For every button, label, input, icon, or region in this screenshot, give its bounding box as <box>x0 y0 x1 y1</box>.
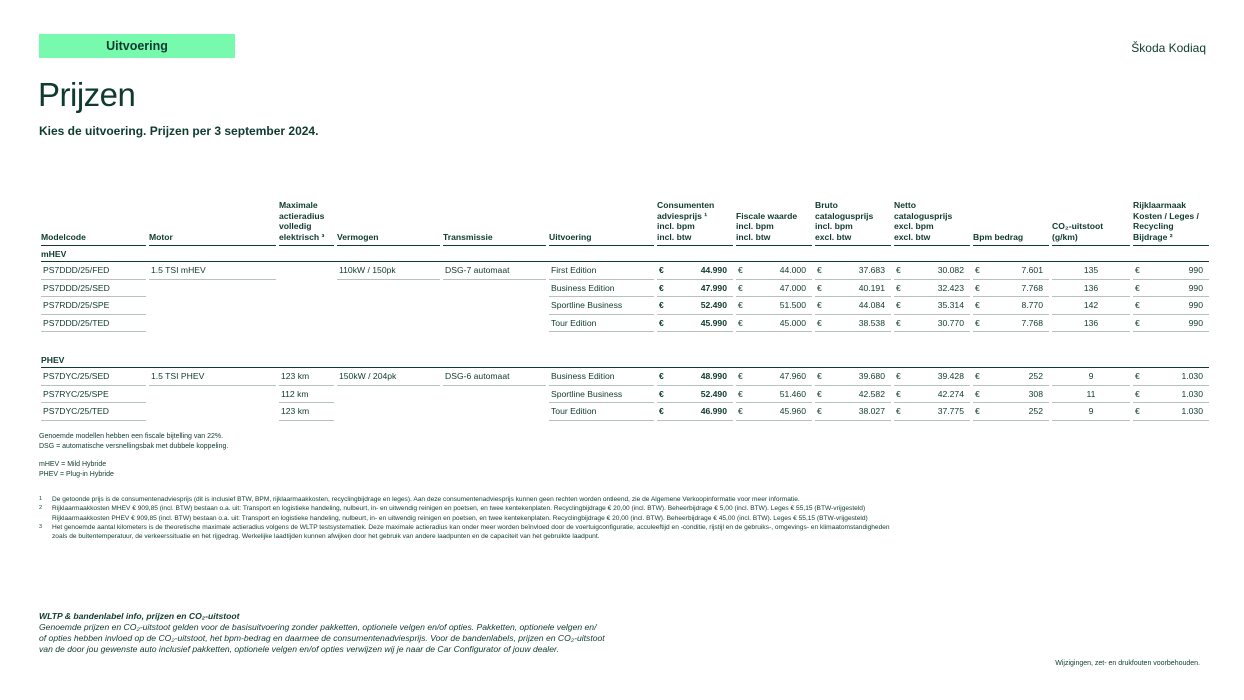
cell-range <box>279 262 334 280</box>
cell-transmission: DSG-6 automaat <box>443 368 546 386</box>
spacer-cell <box>41 332 1209 352</box>
cell-transmission <box>443 403 546 421</box>
cell-model: PS7DDD/25/TED <box>41 315 146 333</box>
cell-fiscal-value: € 51.460 <box>736 386 812 404</box>
cell-co2: 11 <box>1052 386 1130 404</box>
table-row <box>41 262 1209 280</box>
cell-fiscal-value: € 45.960 <box>736 403 812 421</box>
cell-transmission: DSG-7 automaat <box>443 262 546 280</box>
cell-power <box>337 297 440 315</box>
col-header-transmission: Transmissie <box>443 200 546 246</box>
cell-motor <box>149 386 276 404</box>
cell-net-price: € 30.082 <box>894 262 970 280</box>
cell-model: PS7DDD/25/FED <box>41 262 146 280</box>
cell-bpm: € 8.770 <box>973 297 1049 315</box>
cell-fees: € 1.030 <box>1133 403 1209 421</box>
col-header-motor: Motor <box>149 200 276 246</box>
cell-bpm: € 7.768 <box>973 280 1049 298</box>
cell-transmission <box>443 315 546 333</box>
cell-range: 112 km <box>279 386 334 404</box>
col-header-power: Vermogen <box>337 200 440 246</box>
cell-transmission <box>443 297 546 315</box>
note-line: mHEV = Mild Hybride <box>39 461 107 468</box>
footnote: zoals de buitentemperatuur, de verkeerssituatie en het rijgedrag. Werkelijke laadtijden kunnen afwijken door het gebruik van andere laadpunten en de capaciteit van het gebruikte laadpunt. <box>52 533 600 541</box>
cell-gross-price: € 38.027 <box>815 403 891 421</box>
cell-consumer-price: € 46.990 <box>657 403 733 421</box>
cell-net-price: € 39.428 <box>894 368 970 386</box>
cell-net-price: € 35.314 <box>894 297 970 315</box>
col-header-gross-price: Bruto catalogusprijs incl. bpm excl. btw <box>815 200 891 246</box>
cell-model: PS7RDD/25/SPE <box>41 297 146 315</box>
cell-net-price: € 30.770 <box>894 315 970 333</box>
cell-edition: First Edition <box>549 262 654 280</box>
note-line: PHEV = Plug-in Hybride <box>39 470 114 478</box>
cell-power <box>337 315 440 333</box>
cell-gross-price: € 44.084 <box>815 297 891 315</box>
col-header-co2: CO₂-uitstoot (g/km) <box>1052 200 1130 246</box>
col-header-fiscal-value: Fiscale waarde incl. bpm incl. btw <box>736 200 812 246</box>
page-subtitle: Kies de uitvoering. Prijzen per 3 september 2024. <box>39 124 319 138</box>
cell-fiscal-value: € 47.000 <box>736 280 812 298</box>
cell-range: 123 km <box>279 403 334 421</box>
cell-fiscal-value: € 47.960 <box>736 368 812 386</box>
cell-motor <box>149 297 276 315</box>
cell-gross-price: € 37.683 <box>815 262 891 280</box>
group-label: PHEV <box>41 352 1209 368</box>
cell-consumer-price: € 52.490 <box>657 297 733 315</box>
wltp-line: of opties hebben invloed op de CO₂-uitstoot, het bpm-bedrag en daarmee de consumentenadviesprijs. Voor de bandenlabels, prijzen en CO₂-uitstoot <box>39 633 605 643</box>
cell-fiscal-value: € 44.000 <box>736 262 812 280</box>
cell-gross-price: € 42.582 <box>815 386 891 404</box>
cell-range <box>279 280 334 298</box>
cell-model: PS7RYC/25/SPE <box>41 386 146 404</box>
cell-range <box>279 297 334 315</box>
cell-motor <box>149 403 276 421</box>
table-row <box>41 315 1209 333</box>
notes-block-2 <box>39 460 114 479</box>
cell-power <box>337 403 440 421</box>
cell-edition: Tour Edition <box>549 403 654 421</box>
section-tag: Uitvoering <box>39 34 235 58</box>
cell-fees: € 990 <box>1133 280 1209 298</box>
cell-power <box>337 280 440 298</box>
cell-consumer-price: € 48.990 <box>657 368 733 386</box>
col-header-net-price: Netto catalogusprijs excl. bpm excl. btw <box>894 200 970 246</box>
cell-edition: Sportline Business <box>549 297 654 315</box>
footnote: 1 De getoonde prijs is de consumentenadviesprijs (dit is inclusief BTW, BPM, rijklaarmaakkosten, recyclingbijdrage en leges). Aan deze consumentenadviesprijs kunnen geen rechten worden ontleend, zie de Algemene Verkoopinformatie voor meer informatie. <box>39 496 800 503</box>
cell-bpm: € 7.601 <box>973 262 1049 280</box>
disclaimer-footer: Wijzigingen, zet- en drukfouten voorbehouden. <box>1055 660 1200 667</box>
table-row <box>41 403 1209 421</box>
table-row <box>41 297 1209 315</box>
group-row <box>41 246 1209 262</box>
cell-gross-price: € 39.680 <box>815 368 891 386</box>
cell-range: 123 km <box>279 368 334 386</box>
cell-co2: 9 <box>1052 403 1130 421</box>
wltp-line: Genoemde prijzen en CO₂-uitstoot gelden voor de basisuitvoering zonder pakketten, optionele velgen en/of opties. Pakketten, optionele velgen en/ <box>39 622 597 632</box>
cell-bpm: € 308 <box>973 386 1049 404</box>
col-header-bpm: Bpm bedrag <box>973 200 1049 246</box>
cell-bpm: € 252 <box>973 403 1049 421</box>
cell-fees: € 990 <box>1133 297 1209 315</box>
cell-consumer-price: € 44.990 <box>657 262 733 280</box>
col-header-range: Maximale actieradius volledig elektrisch ³ <box>279 200 334 246</box>
cell-fiscal-value: € 45.000 <box>736 315 812 333</box>
cell-edition: Tour Edition <box>549 315 654 333</box>
price-table <box>38 200 1212 421</box>
cell-edition: Sportline Business <box>549 386 654 404</box>
group-label: mHEV <box>41 246 1209 262</box>
cell-range <box>279 315 334 333</box>
group-spacer <box>41 332 1209 352</box>
table-row <box>41 368 1209 386</box>
cell-consumer-price: € 47.990 <box>657 280 733 298</box>
cell-fees: € 1.030 <box>1133 368 1209 386</box>
brand-label: Škoda Kodiaq <box>1131 41 1206 55</box>
cell-co2: 9 <box>1052 368 1130 386</box>
cell-motor <box>149 315 276 333</box>
cell-net-price: € 42.274 <box>894 386 970 404</box>
cell-motor: 1.5 TSI mHEV <box>149 262 276 280</box>
cell-edition: Business Edition <box>549 368 654 386</box>
note-line: DSG = automatische versnellingsbak met dubbele koppeling. <box>39 442 229 450</box>
cell-transmission <box>443 280 546 298</box>
price-table-body <box>41 246 1209 421</box>
footnote: 3 Het genoemde aantal kilometers is de theoretische maximale actieradius volgens de WLTP testsystematiek. Deze maximale actieradius kan onder meer worden beïnvloed door de voertuigconfiguratie, acculeeftijd en -conditie, rijstijl en de gebruiks-, omgevings- en klimaatomstandigheden <box>39 523 890 531</box>
cell-net-price: € 37.775 <box>894 403 970 421</box>
footnotes <box>39 495 890 541</box>
wltp-line: van de door jou gewenste auto inclusief pakketten, optionele velgen en/of opties verwijzen wij je naar de Car Configurator of jouw dealer. <box>39 644 559 654</box>
cell-fees: € 990 <box>1133 315 1209 333</box>
footnote: Rijklaarmaakkosten PHEV € 909,85 (incl. BTW) bestaan o.a. uit: Transport en logistieke handeling, nulbeurt, in- en uitwendig reinigen en poetsen, en twee kentekenplaten. Recyclingbijdrage € 20,00 (incl. BTW). Beheerbijdrage € 45,00 (incl. BTW). Leges € 55,15 (BTW-vrijgesteld) <box>52 514 868 522</box>
col-header-consumer-price: Consumenten adviesprijs ¹ incl. bpm incl. btw <box>657 200 733 246</box>
cell-power: 150kW / 204pk <box>337 368 440 386</box>
wltp-heading: WLTP & bandenlabel info, prijzen en CO₂-uitstoot <box>39 611 240 621</box>
cell-consumer-price: € 52.490 <box>657 386 733 404</box>
cell-motor: 1.5 TSI PHEV <box>149 368 276 386</box>
col-header-edition: Uitvoering <box>549 200 654 246</box>
group-row <box>41 352 1209 368</box>
col-header-fees: Rijklaarmaak Kosten / Leges / Recycling Bijdrage ² <box>1133 200 1209 246</box>
note-line: Genoemde modellen hebben een fiscale bijtelling van 22%. <box>39 433 224 440</box>
page-title: Prijzen <box>38 76 136 113</box>
cell-fees: € 990 <box>1133 262 1209 280</box>
cell-co2: 135 <box>1052 262 1130 280</box>
cell-fiscal-value: € 51.500 <box>736 297 812 315</box>
table-header-row <box>41 200 1209 246</box>
cell-fees: € 1.030 <box>1133 386 1209 404</box>
cell-motor <box>149 280 276 298</box>
table-row <box>41 280 1209 298</box>
cell-model: PS7DYC/25/TED <box>41 403 146 421</box>
cell-co2: 136 <box>1052 280 1130 298</box>
cell-model: PS7DYC/25/SED <box>41 368 146 386</box>
wltp-info <box>39 611 605 655</box>
cell-power: 110kW / 150pk <box>337 262 440 280</box>
cell-gross-price: € 40.191 <box>815 280 891 298</box>
col-header-model: Modelcode <box>41 200 146 246</box>
cell-transmission <box>443 386 546 404</box>
cell-bpm: € 252 <box>973 368 1049 386</box>
table-row <box>41 386 1209 404</box>
cell-power <box>337 386 440 404</box>
notes-block-1 <box>39 432 228 451</box>
cell-model: PS7DDD/25/SED <box>41 280 146 298</box>
cell-co2: 136 <box>1052 315 1130 333</box>
cell-consumer-price: € 45.990 <box>657 315 733 333</box>
cell-bpm: € 7.768 <box>973 315 1049 333</box>
cell-net-price: € 32.423 <box>894 280 970 298</box>
cell-co2: 142 <box>1052 297 1130 315</box>
cell-gross-price: € 38.538 <box>815 315 891 333</box>
footnote: 2 Rijklaarmaakkosten MHEV € 909,85 (incl. BTW) bestaan o.a. uit: Transport en logistieke handeling, nulbeurt, in- en uitwendig reinigen en poetsen, en twee kentekenplaten. Recyclingbijdrage € 20,00 (incl. BTW). Beheerbijdrage € 5,00 (incl. BTW). Leges € 55,15 (BTW-vrijgesteld) <box>39 505 866 513</box>
cell-edition: Business Edition <box>549 280 654 298</box>
